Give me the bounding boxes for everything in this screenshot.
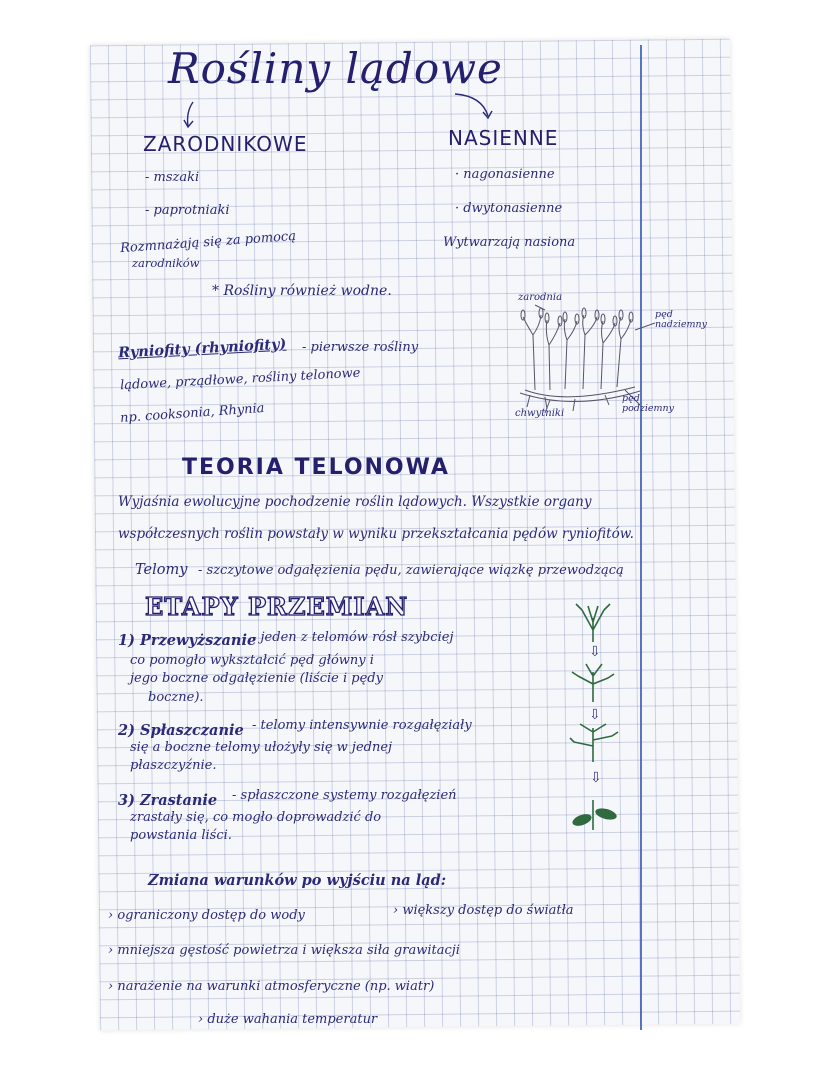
- condition-item-2: › większy dostęp do światła: [393, 903, 574, 918]
- stage-2-text-3: płaszczyźnie.: [130, 758, 217, 773]
- conditions-heading: Zmiana warunków po wyjściu na ląd:: [148, 872, 447, 889]
- seed-item-gymnosperms: · nagonasienne: [455, 167, 555, 182]
- telome-theory-line-2: współczesnych roślin powstały w wyniku przekształcania pędów ryniofitów.: [118, 526, 634, 542]
- diagram-label-underground-shoot: pęd podziemny: [622, 393, 675, 414]
- evolution-arrow-2: ⇩: [589, 707, 601, 723]
- spore-plants-heading: ZARODNIKOWE: [143, 132, 308, 156]
- condition-item-4: › narażenie na warunki atmosferyczne (np. wiatr): [108, 979, 435, 994]
- stage-3-text-3: powstania liści.: [130, 828, 232, 843]
- spore-note-line-2: zarodników: [132, 256, 200, 270]
- condition-item-3: › mniejsza gęstość powietrza i większa siła grawitacji: [108, 943, 460, 958]
- stage-3-text-2: zrastały się, co mogło doprowadzić do: [130, 810, 382, 825]
- stage-2-plant: [572, 664, 614, 702]
- rhyniophyta-term: Ryniofity (rhyniofity): [117, 335, 287, 362]
- condition-item-1: › ograniczony dostęp do wody: [108, 908, 305, 923]
- stage-1-text-3: jego boczne odgałęzienie (liście i pędy: [130, 671, 383, 686]
- stage-2-text-1: - telomy intensywnie rozgałęziały: [252, 718, 472, 733]
- diagram-label-rhizoids: chwytniki: [515, 408, 565, 419]
- branch-arrows: [0, 0, 828, 130]
- stage-2-text-2: się a boczne telomy ułożyły się w jednej: [130, 740, 393, 755]
- stage-1-text-4: boczne).: [148, 690, 204, 705]
- seed-item-angiosperms: · dwytonasienne: [455, 201, 563, 216]
- rhyniophyta-examples: np. cooksonia, Rhynia: [119, 400, 265, 427]
- stage-2-label: 2) Spłaszczanie: [118, 722, 244, 739]
- page-title: Rośliny lądowe: [168, 44, 503, 93]
- diagram-label-sporangia: zarodnia: [518, 292, 563, 303]
- evolution-arrow-1: ⇩: [589, 644, 601, 660]
- stage-1-text-1: - jeden z telomów rósł szybciej: [252, 630, 454, 645]
- leaf-left: [571, 812, 593, 828]
- stages-heading: ETAPY PRZEMIAN: [145, 592, 409, 621]
- stage-3-text-1: - spłaszczone systemy rozgałęzień: [232, 788, 457, 803]
- margin-line: [640, 45, 642, 1030]
- telomes-term: Telomy: [135, 562, 188, 578]
- evolution-arrow-3: ⇩: [590, 770, 602, 786]
- stage-3-plant: [570, 724, 618, 762]
- telome-theory-line-1: Wyjaśnia ewolucyjne pochodzenie roślin lądowych. Wszystkie organy: [118, 494, 592, 510]
- telomes-definition: - szczytowe odgałęzienia pędu, zawierające wiązkę przewodzącą: [198, 563, 624, 578]
- rhyniophyta-def-1: - pierwsze rośliny: [302, 340, 419, 355]
- diagram-label-aerial-shoot: pęd nadziemny: [655, 309, 708, 330]
- seed-note: Wytwarzają nasiona: [443, 235, 576, 250]
- stage-1-label: 1) Przewyższanie: [118, 632, 257, 649]
- spore-note-line-1: Rozmnażają się za pomocą: [119, 228, 297, 257]
- telome-theory-heading: TEORIA TELONOWA: [182, 455, 450, 480]
- stage-1-plant: [576, 604, 610, 642]
- condition-item-5: › duże wahania temperatur: [198, 1012, 378, 1027]
- stage-3-label: 3) Zrastanie: [118, 792, 218, 809]
- stage-1-text-2: co pomogło wykształcić pęd główny i: [130, 653, 374, 668]
- aquatic-note: * Rośliny również wodne.: [212, 283, 392, 299]
- seed-plants-heading: NASIENNE: [448, 126, 559, 150]
- spore-item-mosses: - mszaki: [145, 170, 200, 185]
- leaf-right: [594, 806, 618, 821]
- spore-item-ferns: - paprotniaki: [145, 203, 230, 218]
- rhyniophyta-def-2: lądowe, prządłowe, rośliny telonowe: [119, 365, 361, 394]
